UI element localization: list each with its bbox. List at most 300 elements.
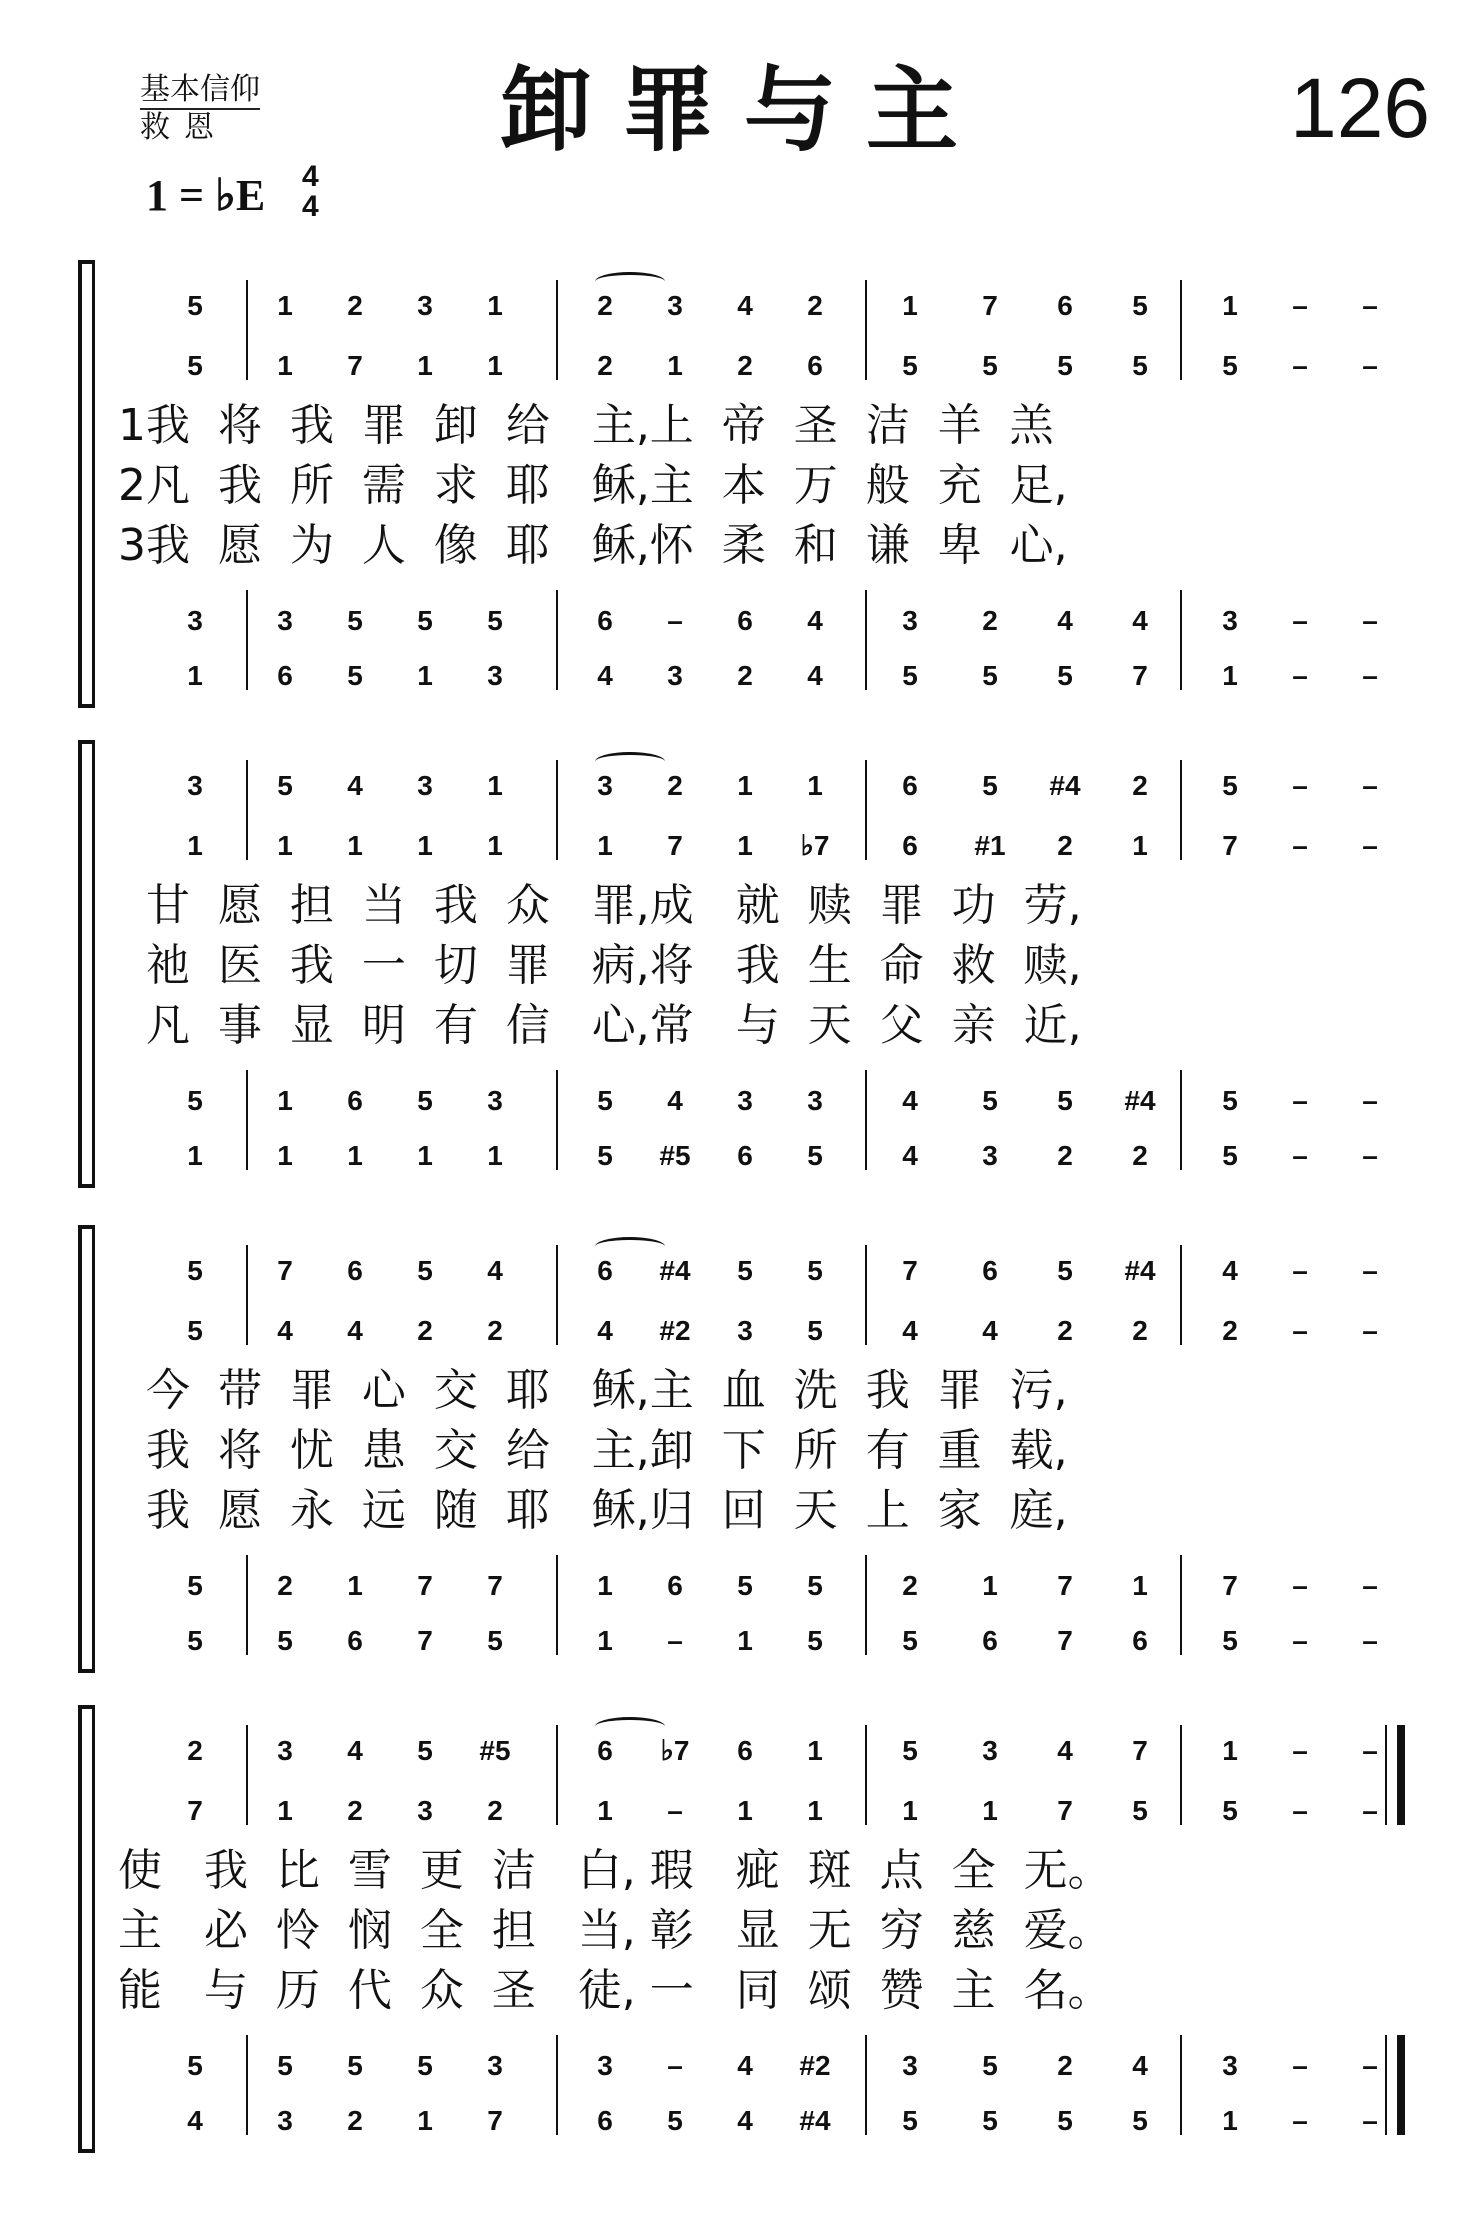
alto-note: 5	[187, 1315, 203, 1346]
lyric-line-verse-1: 今 带 罪 心 交 耶 稣,主 血 洗 我 罪 污,	[118, 1365, 1068, 1416]
soprano-note: 7	[982, 290, 998, 321]
soprano-note: 6	[902, 770, 918, 801]
soprano-note: 7	[277, 1255, 293, 1286]
soprano-note: 2	[597, 290, 613, 321]
tenor-note: 3	[1222, 2050, 1238, 2081]
tenor-note: –	[1292, 1570, 1308, 1601]
tenor-note: #4	[1124, 1085, 1156, 1116]
bass-note: 3	[982, 1140, 998, 1171]
soprano-note: 2	[667, 770, 683, 801]
soprano-note: 3	[417, 770, 433, 801]
tenor-note: 3	[902, 2050, 918, 2081]
bass-note: –	[1362, 1140, 1378, 1171]
bass-note: 5	[902, 2105, 918, 2136]
soprano-note: –	[1292, 1255, 1308, 1286]
soprano-note: 2	[347, 290, 363, 321]
bass-note: 5	[277, 1625, 293, 1656]
soprano-note: 3	[597, 770, 613, 801]
alto-note: 1	[347, 830, 363, 861]
bass-note: 3	[277, 2105, 293, 2136]
soprano-note: #4	[1049, 770, 1081, 801]
alto-note: 1	[737, 830, 753, 861]
tenor-note: 5	[982, 1085, 998, 1116]
tenor-note: –	[1362, 605, 1378, 636]
lyric-line-verse-1: 1我 将 我 罪 卸 给 主,上 帝 圣 洁 羊 羔	[118, 400, 1054, 451]
soprano-note: 5	[902, 1735, 918, 1766]
score-system-1	[0, 250, 1477, 720]
soprano-note: 4	[347, 1735, 363, 1766]
soprano-note: 5	[1222, 770, 1238, 801]
tenor-note: 7	[487, 1570, 503, 1601]
alto-note: –	[1292, 1315, 1308, 1346]
alto-note: 2	[1057, 830, 1073, 861]
barline	[865, 1070, 867, 1170]
lyric-line-verse-2: 祂 医 我 一 切 罪 病,将 我 生 命 救 赎,	[118, 940, 1082, 991]
barline	[556, 1245, 558, 1345]
alto-note: 5	[982, 350, 998, 381]
tenor-note: 2	[982, 605, 998, 636]
bass-note: #4	[799, 2105, 831, 2136]
soprano-note: 1	[807, 770, 823, 801]
tenor-note: 2	[902, 1570, 918, 1601]
tenor-note: 4	[667, 1085, 683, 1116]
alto-note: –	[1292, 350, 1308, 381]
bass-note: 6	[597, 2105, 613, 2136]
final-barline	[1397, 2035, 1405, 2135]
alto-note: 1	[902, 1795, 918, 1826]
bass-note: 1	[187, 660, 203, 691]
alto-note: #1	[974, 830, 1006, 861]
tenor-note: 6	[737, 605, 753, 636]
alto-note: 5	[1057, 350, 1073, 381]
tenor-note: –	[1362, 1570, 1378, 1601]
alto-note: 1	[982, 1795, 998, 1826]
bass-note: 1	[1222, 2105, 1238, 2136]
alto-note: #2	[659, 1315, 691, 1346]
alto-note: 6	[807, 350, 823, 381]
soprano-note: 6	[347, 1255, 363, 1286]
alto-note: 1	[667, 350, 683, 381]
soprano-note: 2	[807, 290, 823, 321]
tenor-note: 5	[597, 1085, 613, 1116]
soprano-note: #4	[1124, 1255, 1156, 1286]
bass-note: 7	[1132, 660, 1148, 691]
soprano-note: 5	[187, 1255, 203, 1286]
bass-note: 4	[597, 660, 613, 691]
tenor-note: –	[1292, 1085, 1308, 1116]
lyric-line-verse-3: 我 愿 永 远 随 耶 稣,归 回 天 上 家 庭,	[118, 1485, 1068, 1536]
soprano-note: 5	[417, 1255, 433, 1286]
soprano-note: –	[1292, 290, 1308, 321]
alto-note: 1	[487, 350, 503, 381]
tenor-note: –	[667, 605, 683, 636]
barline	[1180, 2035, 1182, 2135]
bass-note: 1	[1222, 660, 1238, 691]
soprano-note: 5	[1132, 290, 1148, 321]
alto-note: –	[1292, 830, 1308, 861]
tenor-note: 1	[597, 1570, 613, 1601]
final-barline	[1397, 1725, 1405, 1825]
alto-note: 2	[737, 350, 753, 381]
alto-note: 2	[347, 1795, 363, 1826]
tenor-note: 5	[187, 2050, 203, 2081]
bass-note: –	[667, 1625, 683, 1656]
alto-note: 2	[1132, 1315, 1148, 1346]
soprano-note: 3	[982, 1735, 998, 1766]
tenor-note: 3	[277, 605, 293, 636]
alto-note: 1	[417, 350, 433, 381]
slur-mark	[595, 1237, 665, 1256]
barline	[865, 2035, 867, 2135]
bass-note: –	[1362, 2105, 1378, 2136]
hymn-number: 126	[1290, 61, 1431, 155]
barline	[1180, 1245, 1182, 1345]
bass-note: 5	[982, 660, 998, 691]
bass-note: 5	[902, 660, 918, 691]
tenor-note: 3	[487, 2050, 503, 2081]
tenor-note: 3	[737, 1085, 753, 1116]
system-bracket	[78, 1225, 94, 1673]
tenor-note: 1	[982, 1570, 998, 1601]
alto-note: 1	[597, 830, 613, 861]
hymn-title: 卸罪与主	[500, 56, 989, 164]
tenor-note: 3	[597, 2050, 613, 2081]
barline	[865, 590, 867, 690]
slur-mark	[595, 752, 665, 771]
bass-note: 5	[902, 1625, 918, 1656]
soprano-note: 5	[982, 770, 998, 801]
barline	[865, 280, 867, 380]
tenor-note: –	[1362, 2050, 1378, 2081]
soprano-note: –	[1292, 1735, 1308, 1766]
bass-note: 5	[982, 2105, 998, 2136]
bass-note: 4	[807, 660, 823, 691]
bass-note: –	[1292, 1625, 1308, 1656]
tenor-note: 5	[487, 605, 503, 636]
tenor-note: 1	[277, 1085, 293, 1116]
soprano-note: 4	[1057, 1735, 1073, 1766]
tenor-note: 5	[277, 2050, 293, 2081]
bass-note: –	[1292, 1140, 1308, 1171]
barline	[556, 760, 558, 860]
barline	[246, 760, 248, 860]
tenor-note: 5	[187, 1085, 203, 1116]
alto-note: 7	[1057, 1795, 1073, 1826]
lyric-line-verse-1: 使 我 比 雪 更 洁 白, 瑕 疵 斑 点 全 无。	[118, 1845, 1112, 1896]
bass-note: 4	[737, 2105, 753, 2136]
alto-note: –	[1362, 830, 1378, 861]
barline	[556, 2035, 558, 2135]
soprano-note: 6	[597, 1735, 613, 1766]
lyric-line-verse-3: 3我 愿 为 人 像 耶 稣,怀 柔 和 谦 卑 心,	[118, 520, 1068, 571]
soprano-note: 6	[737, 1735, 753, 1766]
soprano-note: 2	[187, 1735, 203, 1766]
tenor-note: 5	[1057, 1085, 1073, 1116]
bass-note: 2	[347, 2105, 363, 2136]
alto-note: 2	[1222, 1315, 1238, 1346]
soprano-note: 6	[982, 1255, 998, 1286]
soprano-note: 6	[597, 1255, 613, 1286]
alto-note: 1	[737, 1795, 753, 1826]
alto-note: –	[1362, 1795, 1378, 1826]
tenor-note: 1	[347, 1570, 363, 1601]
barline	[246, 1245, 248, 1345]
alto-note: 1	[807, 1795, 823, 1826]
alto-note: 7	[1222, 830, 1238, 861]
soprano-note: 3	[187, 770, 203, 801]
tenor-note: 4	[902, 1085, 918, 1116]
alto-note: 7	[187, 1795, 203, 1826]
alto-note: 5	[187, 350, 203, 381]
lyric-line-verse-2: 2凡 我 所 需 求 耶 稣,主 本 万 般 充 足,	[118, 460, 1068, 511]
alto-note: –	[1362, 350, 1378, 381]
barline	[246, 1555, 248, 1655]
lyric-line-verse-2: 主 必 怜 悯 全 担 当, 彰 显 无 穷 慈 爱。	[118, 1905, 1112, 1956]
soprano-note: 1	[487, 770, 503, 801]
alto-note: 1	[597, 1795, 613, 1826]
tenor-note: 4	[1132, 2050, 1148, 2081]
soprano-note: 1	[277, 290, 293, 321]
alto-note: ♭7	[800, 830, 830, 861]
barline	[865, 760, 867, 860]
soprano-note: –	[1292, 770, 1308, 801]
tenor-note: 7	[1222, 1570, 1238, 1601]
bass-note: 5	[487, 1625, 503, 1656]
bass-note: 6	[347, 1625, 363, 1656]
soprano-note: 5	[807, 1255, 823, 1286]
barline	[1180, 1725, 1182, 1825]
alto-note: 1	[277, 1795, 293, 1826]
soprano-note: 3	[667, 290, 683, 321]
bass-note: 1	[417, 2105, 433, 2136]
barline	[1180, 1555, 1182, 1655]
tenor-note: 5	[347, 2050, 363, 2081]
soprano-note: 4	[487, 1255, 503, 1286]
alto-note: 4	[982, 1315, 998, 1346]
bass-note: 1	[487, 1140, 503, 1171]
alto-note: 5	[1132, 350, 1148, 381]
alto-note: 1	[487, 830, 503, 861]
tenor-note: 5	[417, 1085, 433, 1116]
tenor-note: 6	[667, 1570, 683, 1601]
time-signature	[302, 162, 319, 222]
bass-note: 2	[1057, 1140, 1073, 1171]
tenor-note: 7	[1057, 1570, 1073, 1601]
soprano-note: 1	[487, 290, 503, 321]
bass-note: 5	[1222, 1625, 1238, 1656]
barline	[556, 1070, 558, 1170]
soprano-note: –	[1362, 290, 1378, 321]
alto-note: 2	[487, 1315, 503, 1346]
soprano-note: 1	[902, 290, 918, 321]
tenor-note: 3	[902, 605, 918, 636]
tenor-note: 3	[187, 605, 203, 636]
alto-note: –	[667, 1795, 683, 1826]
bass-note: 6	[737, 1140, 753, 1171]
soprano-note: 5	[417, 1735, 433, 1766]
key-signature: 1 = ♭E	[146, 171, 266, 220]
alto-note: 5	[1132, 1795, 1148, 1826]
soprano-note: ♭7	[660, 1735, 690, 1766]
soprano-note: 7	[902, 1255, 918, 1286]
barline	[246, 1725, 248, 1825]
tenor-note: 4	[737, 2050, 753, 2081]
soprano-note: 1	[807, 1735, 823, 1766]
soprano-note: 5	[277, 770, 293, 801]
tenor-note: 3	[1222, 605, 1238, 636]
time-numerator: 4	[302, 160, 319, 193]
tenor-note: 5	[737, 1570, 753, 1601]
barline	[246, 1070, 248, 1170]
tenor-note: –	[1292, 2050, 1308, 2081]
barline	[865, 1555, 867, 1655]
soprano-note: 2	[1132, 770, 1148, 801]
tenor-note: 2	[277, 1570, 293, 1601]
bass-note: 3	[487, 660, 503, 691]
bass-note: 7	[487, 2105, 503, 2136]
bass-note: 1	[347, 1140, 363, 1171]
tenor-note: –	[1292, 605, 1308, 636]
tenor-note: 1	[1132, 1570, 1148, 1601]
system-bracket	[78, 260, 94, 708]
soprano-note: 4	[737, 290, 753, 321]
alto-note: 3	[737, 1315, 753, 1346]
bass-note: 5	[1222, 1140, 1238, 1171]
tenor-note: 6	[347, 1085, 363, 1116]
soprano-note: 6	[1057, 290, 1073, 321]
bass-note: 2	[1132, 1140, 1148, 1171]
soprano-note: 7	[1132, 1735, 1148, 1766]
bass-note: 6	[277, 660, 293, 691]
tenor-note: 2	[1057, 2050, 1073, 2081]
lyric-line-verse-1: 甘 愿 担 当 我 众 罪,成 就 赎 罪 功 劳,	[118, 880, 1082, 931]
bass-note: 5	[807, 1140, 823, 1171]
soprano-note: 5	[1057, 1255, 1073, 1286]
soprano-note: –	[1362, 1735, 1378, 1766]
alto-note: 1	[417, 830, 433, 861]
bass-note: –	[1362, 1625, 1378, 1656]
soprano-note: #5	[479, 1735, 511, 1766]
alto-note: –	[1292, 1795, 1308, 1826]
soprano-note: 5	[187, 290, 203, 321]
barline	[246, 280, 248, 380]
soprano-note: #4	[659, 1255, 691, 1286]
slur-mark	[595, 1717, 665, 1736]
bass-note: –	[1292, 2105, 1308, 2136]
barline	[1180, 760, 1182, 860]
bass-note: 5	[1057, 2105, 1073, 2136]
bass-note: 5	[347, 660, 363, 691]
bass-note: 7	[1057, 1625, 1073, 1656]
soprano-note: –	[1362, 770, 1378, 801]
alto-note: 4	[597, 1315, 613, 1346]
bass-note: 5	[667, 2105, 683, 2136]
system-bracket	[78, 740, 94, 1188]
alto-note: 6	[902, 830, 918, 861]
alto-note: 4	[347, 1315, 363, 1346]
tenor-note: 5	[807, 1570, 823, 1601]
tenor-note: –	[1362, 1085, 1378, 1116]
barline	[556, 590, 558, 690]
alto-note: 2	[597, 350, 613, 381]
alto-note: 1	[187, 830, 203, 861]
barline	[865, 1245, 867, 1345]
tenor-note: #2	[799, 2050, 831, 2081]
barline	[865, 1725, 867, 1825]
soprano-note: 3	[277, 1735, 293, 1766]
bass-note: 5	[1132, 2105, 1148, 2136]
bass-note: 1	[737, 1625, 753, 1656]
soprano-note: 4	[347, 770, 363, 801]
barline	[556, 280, 558, 380]
alto-note: 5	[1222, 350, 1238, 381]
alto-note: 5	[1222, 1795, 1238, 1826]
bass-note: 5	[1057, 660, 1073, 691]
bass-note: 6	[982, 1625, 998, 1656]
bass-note: –	[1362, 660, 1378, 691]
alto-note: 1	[1132, 830, 1148, 861]
lyric-line-verse-3: 凡 事 显 明 有 信 心,常 与 天 父 亲 近,	[118, 1000, 1082, 1051]
system-bracket	[78, 1705, 94, 2153]
bass-note: 6	[1132, 1625, 1148, 1656]
bass-note: 2	[737, 660, 753, 691]
tenor-note: 5	[417, 2050, 433, 2081]
alto-note: 1	[277, 350, 293, 381]
alto-note: 4	[277, 1315, 293, 1346]
alto-note: 5	[902, 350, 918, 381]
alto-note: 4	[902, 1315, 918, 1346]
bass-note: 1	[417, 660, 433, 691]
soprano-note: 4	[1222, 1255, 1238, 1286]
tenor-note: 3	[807, 1085, 823, 1116]
bass-note: 5	[187, 1625, 203, 1656]
soprano-note: 1	[1222, 290, 1238, 321]
soprano-note: 5	[737, 1255, 753, 1286]
lyric-line-verse-3: 能 与 历 代 众 圣 徒, 一 同 颂 赞 主 名。	[118, 1965, 1112, 2016]
tenor-note: 4	[1057, 605, 1073, 636]
alto-note: 5	[807, 1315, 823, 1346]
time-denominator: 4	[302, 190, 319, 223]
score-system-2	[0, 730, 1477, 1200]
tenor-note: 5	[417, 605, 433, 636]
alto-note: –	[1362, 1315, 1378, 1346]
barline	[246, 2035, 248, 2135]
tenor-note: 3	[487, 1085, 503, 1116]
barline	[1180, 590, 1182, 690]
bass-note: #5	[659, 1140, 691, 1171]
bass-note: 1	[187, 1140, 203, 1171]
tenor-note: 4	[1132, 605, 1148, 636]
alto-note: 2	[417, 1315, 433, 1346]
tenor-note: 5	[982, 2050, 998, 2081]
bass-note: 7	[417, 1625, 433, 1656]
alto-note: 2	[1057, 1315, 1073, 1346]
bass-note: 1	[417, 1140, 433, 1171]
soprano-note: 3	[417, 290, 433, 321]
barline	[246, 590, 248, 690]
category-top: 基本信仰	[140, 72, 260, 110]
bass-note: 4	[902, 1140, 918, 1171]
alto-note: 7	[347, 350, 363, 381]
alto-note: 2	[487, 1795, 503, 1826]
barline	[556, 1725, 558, 1825]
bass-note: 5	[597, 1140, 613, 1171]
tenor-note: 5	[1222, 1085, 1238, 1116]
soprano-note: 1	[737, 770, 753, 801]
soprano-note: 1	[1222, 1735, 1238, 1766]
bass-note: 4	[187, 2105, 203, 2136]
score-system-4	[0, 1695, 1477, 2165]
